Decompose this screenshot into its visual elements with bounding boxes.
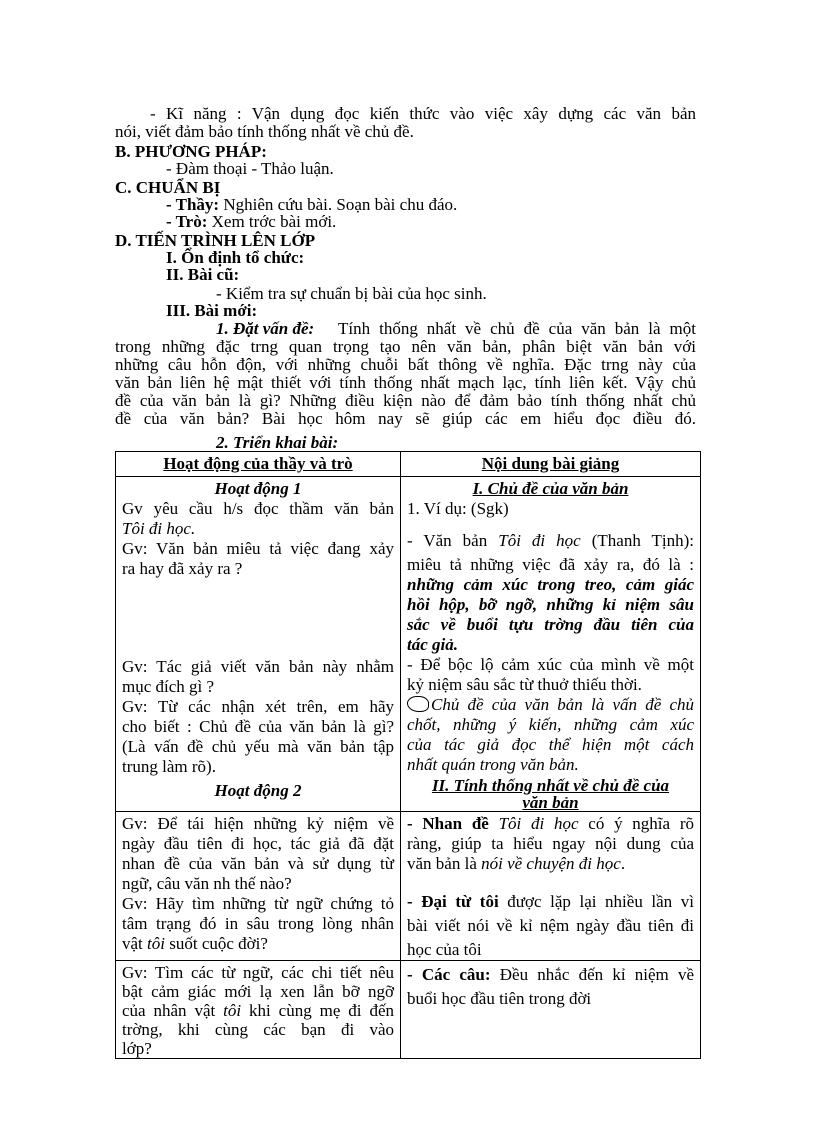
skill-line-1: - Kĩ năng : Vận dụng đọc kiến thức vào việc xây dựng các văn bản bbox=[150, 105, 696, 123]
row3-left-q1-line1: Gv: Để tái hiện những kỷ niệm về bbox=[122, 814, 394, 833]
row1-left-q2-line2: ra hay đã xảy ra ? bbox=[122, 559, 243, 578]
row1-left-q4-line1: Gv: Từ các nhận xét trên, em hãy bbox=[122, 697, 394, 716]
intro-line-1: Tính thống nhất về chủ đề của văn bản là một bbox=[338, 320, 696, 338]
row3-left-q2-line1: Gv: Hãy tìm những từ ngữ chứng tỏ bbox=[122, 894, 394, 913]
table-row bbox=[116, 477, 701, 812]
intro-first-line bbox=[338, 320, 696, 338]
intro-line-4: văn bản liên hệ mật thiết với tính thống nhất mạch lạc, tính liên kết. Vậy chủ bbox=[115, 374, 696, 392]
row4-italic: tôi bbox=[223, 1001, 242, 1020]
row4-left-line1: Gv: Tìm các từ ngữ, các chi tiết nêu bbox=[122, 963, 394, 982]
section-2-heading-line1: II. Tính thống nhất về chủ đề của bbox=[431, 776, 670, 795]
row4-left-line5: lớp? bbox=[122, 1039, 152, 1058]
row4-right-line2: buổi học đầu tiên trong đời bbox=[407, 989, 592, 1008]
row1-right-item2 bbox=[407, 531, 694, 551]
row1-right-item4-line4: nhất quán trong văn bản. bbox=[407, 755, 579, 774]
row1-right-item3-line1: - Để bộc lộ cảm xúc của mình về một bbox=[407, 655, 694, 674]
section-c-student bbox=[166, 213, 336, 231]
q2-tail-prefix: vật bbox=[122, 934, 148, 953]
row1-left-q3-line2: mục đích gì ? bbox=[122, 677, 215, 696]
intro-line-3: những câu hỗn độn, với những chuỗi bất thông về nghĩa. Đặc trng này của bbox=[115, 356, 696, 374]
item2-label: - Đại từ tôi bbox=[407, 892, 499, 911]
row4-right bbox=[401, 961, 701, 1059]
row1-right-item1: 1. Ví dụ: (Sgk) bbox=[407, 499, 509, 518]
row4-left-line2: bật cảm giác mới lạ xen lẫn bỡ ngỡ bbox=[122, 982, 394, 1001]
row3-right-item2-line1 bbox=[407, 892, 694, 912]
teacher-text: Nghiên cứu bài. Soạn bài chu đáo. bbox=[219, 195, 458, 214]
row3-left-q1-line3: nhan đề của văn bản và sử dụng từ bbox=[122, 854, 394, 873]
item2-text: được lặp lại nhiều lần vì bbox=[498, 892, 694, 911]
row4-right-text: Đều nhắc đến kỉ niệm về bbox=[490, 965, 694, 984]
row1-left-q3-line1: Gv: Tác giả viết văn bản này nhằm bbox=[122, 657, 394, 676]
item1-italic: Tôi đi học bbox=[488, 814, 579, 833]
lesson-table bbox=[115, 451, 701, 1059]
q2-tail-italic: tôi bbox=[147, 934, 165, 953]
activity-2-heading: Hoạt động 2 bbox=[214, 781, 302, 800]
part-3-heading: III. Bài mới: bbox=[166, 301, 258, 320]
part-2-item: - Kiểm tra sự chuẩn bị bài của học sinh. bbox=[216, 284, 487, 303]
row1-right bbox=[401, 477, 701, 812]
row3-left-q1-line2: ngày đầu tiên đi học, tác giả đã đặt bbox=[122, 834, 394, 853]
table-header-row bbox=[116, 452, 701, 477]
row4-left bbox=[116, 961, 401, 1059]
section-d-title: D. TIẾN TRÌNH LÊN LỚP bbox=[115, 231, 316, 250]
teacher-label: - Thầy: bbox=[166, 195, 220, 214]
part-1-heading: I. Ổn định tổ chức: bbox=[166, 248, 305, 267]
item2-prefix: - Văn bản bbox=[407, 531, 499, 550]
row4-prefix: của nhân vật bbox=[122, 1001, 224, 1020]
student-text: Xem trớc bài mới. bbox=[207, 212, 337, 231]
item2-suffix: (Thanh Tịnh): bbox=[580, 531, 695, 550]
row4-right-label: - Các câu: bbox=[407, 965, 491, 984]
row3-right-item1-line3 bbox=[407, 854, 694, 874]
item1-line3-prefix: văn bản là bbox=[407, 854, 482, 873]
row3-right-item2-line3: học của tôi bbox=[407, 940, 482, 959]
section-1-heading: I. Chủ đề của văn bản bbox=[472, 479, 629, 498]
section-c-title: C. CHUẨN BỊ bbox=[115, 178, 221, 197]
row1-right-item4-line3: của tác giả đọc thể hiện một cách bbox=[407, 735, 694, 754]
table-row bbox=[116, 812, 701, 961]
section-2-heading-line2: văn bản bbox=[522, 793, 579, 812]
row1-right-bold-line2: hồi hộp, bỡ ngỡ, những kỉ niệm sâu bbox=[407, 595, 694, 614]
part-2-heading: II. Bài cũ: bbox=[166, 265, 240, 284]
row1-left-q4-line3: (Là vấn đề chủ yếu mà văn bản tập bbox=[122, 737, 394, 756]
row1-right-item4-line1 bbox=[407, 695, 694, 715]
section-b-item: - Đàm thoại - Thảo luận. bbox=[166, 159, 334, 178]
row1-left-q1-italic: Tôi đi học. bbox=[122, 519, 196, 538]
row3-left-q1-line4: ngữ, câu văn nh thế nào? bbox=[122, 874, 292, 893]
student-label: - Trò: bbox=[166, 212, 208, 231]
item1-suffix: có ý nghĩa rõ bbox=[578, 814, 694, 833]
row3-right-item1-line1 bbox=[407, 814, 694, 834]
intro-paragraph bbox=[115, 338, 696, 428]
row1-right-bold-line1: những cảm xúc trong treo, cảm giác bbox=[407, 575, 694, 594]
item1-label: - Nhan đề bbox=[407, 814, 489, 833]
item1-line3-suffix: . bbox=[620, 854, 626, 873]
row4-right-line1 bbox=[407, 965, 694, 985]
row4-suffix: khi cùng mẹ đi đến bbox=[241, 1001, 394, 1020]
row3-left-q2-line3 bbox=[122, 934, 394, 954]
row3-left-q2-line2: tâm trạng đó in sâu trong lòng nhân bbox=[122, 914, 394, 933]
section-b-title: B. PHƯƠNG PHÁP: bbox=[115, 142, 267, 161]
row1-right-item2-line2: miêu tả những việc đã xảy ra, đó là : bbox=[407, 555, 694, 574]
row1-right-item3-line2: kỷ niệm sâu sắc từ thuở thiếu thời. bbox=[407, 675, 642, 694]
intro-line-2: trong những đặc trng quan trọng tạo nên văn bản, phân biệt văn bản với bbox=[115, 338, 696, 356]
activity-1-heading: Hoạt động 1 bbox=[214, 479, 302, 498]
row1-left bbox=[116, 477, 401, 812]
row3-right bbox=[401, 812, 701, 961]
row3-right-item2-line2: bài viết nói về kỉ nệm ngày đầu tiên đi bbox=[407, 916, 694, 935]
intro-line-6: đề của văn bản? Bài học hôm nay sẽ giúp các em hiểu đọc điều đó. bbox=[115, 410, 696, 428]
intro-line-5: đề của văn bản là gì? Những điều kiện nào để đảm bảo tính thống nhất chủ bbox=[115, 392, 696, 410]
col-left-header: Hoạt động của thầy và trò bbox=[116, 452, 401, 477]
row1-left-q4-line2: cho biết : Chủ đề của văn bản là gì? bbox=[122, 717, 394, 736]
row1-left-q4-line4: trung làm rõ). bbox=[122, 757, 216, 776]
row1-left-q2-line1: Gv: Văn bản miêu tả việc đang xảy bbox=[122, 539, 394, 558]
row4-left-line4: trờng, khi cùng các bạn đi vào bbox=[122, 1020, 394, 1039]
pen-icon bbox=[407, 696, 429, 712]
deploy-label: 2. Triển khai bài: bbox=[216, 433, 339, 452]
table-row bbox=[116, 961, 701, 1059]
item1-line3-italic: nói về chuyện đi học bbox=[481, 854, 621, 873]
row1-left-q1-line: Gv yêu cầu h/s đọc thầm văn bản bbox=[122, 499, 394, 518]
skill-paragraph bbox=[150, 105, 696, 123]
row1-right-bold-line4: tác giả. bbox=[407, 635, 458, 654]
row1-right-bold-line3: sắc về buổi tựu trờng đầu tiên của bbox=[407, 615, 694, 634]
col-right-header: Nội dung bài giảng bbox=[401, 452, 701, 477]
row3-left bbox=[116, 812, 401, 961]
item2-italic: Tôi đi học bbox=[498, 531, 581, 550]
row3-right-item1-line2: ràng, giúp ta hiểu ngay nội dung của bbox=[407, 834, 694, 853]
row4-left-line3 bbox=[122, 1001, 394, 1020]
item4-text: Chủ đề của văn bản là vấn đề chủ bbox=[431, 695, 694, 714]
intro-label: 1. Đặt vấn đề: bbox=[216, 319, 315, 338]
q2-tail-suffix: suốt cuộc đời? bbox=[164, 934, 268, 953]
row1-right-item4-line2: chốt, những ý kiến, những cảm xúc bbox=[407, 715, 694, 734]
skill-line-2: nói, viết đảm bảo tính thống nhất về chủ đề. bbox=[115, 122, 414, 141]
